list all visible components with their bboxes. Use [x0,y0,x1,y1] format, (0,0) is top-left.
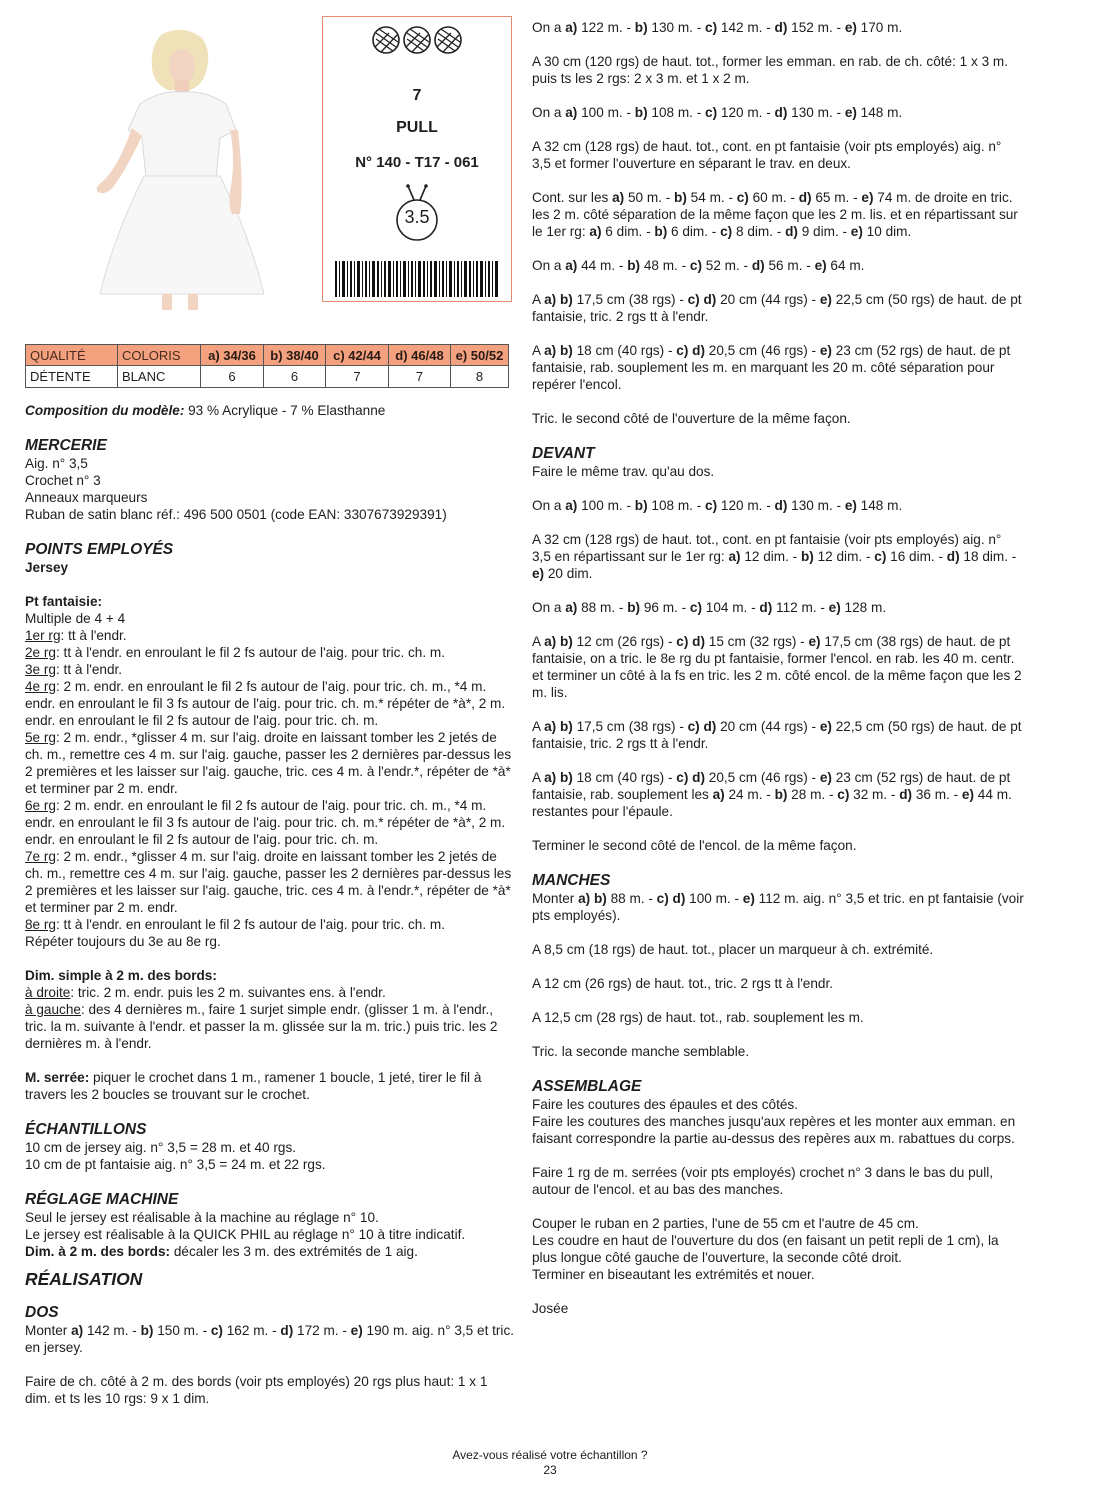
reglage-line: Seul le jersey est réalisable à la machine au réglage n° 10. [25,1210,379,1225]
dos-paragraph: A 32 cm (128 rgs) de haut. tot., cont. en pt fantaisie (voir pts employés) aig. n° 3,5 et former l'ouverture en séparant le trav. en deux. [532,139,1002,171]
footer-question: Avez-vous réalisé votre échantillon ? [452,1448,648,1462]
size-marker: a) b) [544,634,573,649]
pattern-number: 7 [412,87,422,104]
size-marker: c) d) [676,634,705,649]
size-marker: b) [634,498,648,513]
header-quality: QUALITÉ [26,345,118,366]
dim-title: Dim. simple à 2 m. des bords: [25,968,217,983]
assemblage-line: Faire les coutures des épaules et des côtés. [532,1097,798,1112]
realisation-title: RÉALISATION [25,1269,143,1289]
barcode [335,261,499,297]
size-marker: b) [634,20,648,35]
size-marker: d) [280,1323,294,1338]
dos-monter: Monter a) 142 m. - b) 150 m. - c) 162 m. - d) 172 m. - e) 190 m. aig. n° 3,5 et tric. en jersey. [25,1323,515,1355]
reglage-line: Le jersey est réalisable à la QUICK PHIL au réglage n° 10 à titre indicatif. [25,1227,466,1242]
mercerie-line: Crochet n° 3 [25,473,101,488]
cell-size-e: 8 [451,366,509,388]
echantillon-line: 10 cm de pt fantaisie aig. n° 3,5 = 24 m. et 22 rgs. [25,1157,326,1172]
cell-size-a: 6 [201,366,264,388]
mercerie-title: MERCERIE [25,437,107,454]
cell-color: BLANC [118,366,201,388]
size-marker: c) [210,1323,223,1338]
header-size-d: d) 46/48 [389,345,451,366]
size-marker: d) [751,258,765,273]
echantillon-line: 10 cm de jersey aig. n° 3,5 = 28 m. et 40 rgs. [25,1140,297,1155]
devant-paragraph: A a) b) 18 cm (40 rgs) - c) d) 20,5 cm (46 rgs) - e) 23 cm (52 rgs) de haut. de pt fantaisie, rab. souplement les a) 24 m. - b) 28 m. - c) 32 m. - d) 36 m. - e) 44 m. restantes pour l'épaule. [532,770,1012,819]
signature: Josée [532,1301,569,1316]
size-marker: d) [774,498,788,513]
yarn-ball-icon [371,25,463,55]
devant-paragraph: On a a) 88 m. - b) 96 m. - c) 104 m. - d) 112 m. - e) 128 m. [532,600,887,615]
size-marker: e) [844,20,857,35]
echantillons-title: ÉCHANTILLONS [25,1121,147,1138]
size-marker: a) [565,498,578,513]
size-marker: c) d) [687,292,717,307]
cell-size-d: 7 [389,366,451,388]
size-marker: d) [899,787,913,802]
devant-paragraph: On a a) 100 m. - b) 108 m. - c) 120 m. - d) 130 m. - e) 148 m. [532,498,903,513]
dos-paragraph: On a a) 122 m. - b) 130 m. - c) 142 m. - d) 152 m. - e) 170 m. [532,20,903,35]
jersey-label: Jersey [25,560,69,575]
mercerie-line: Anneaux marqueurs [25,490,148,505]
size-marker: e) [819,343,832,358]
assemblage-line: Couper le ruban en 2 parties, l'une de 55 cm et l'autre de 45 cm. [532,1216,919,1231]
size-marker: a) [71,1323,84,1338]
size-table-row [26,366,509,388]
devant-paragraph: A a) b) 12 cm (26 rgs) - c) d) 15 cm (32 rgs) - e) 17,5 cm (38 rgs) de haut. de pt fantaisie, on a tric. le 8e rg du pt fantaisie, former l'encol. en rab. les 40 m. centr. et terminer un côté à la fs en tric. les 2 m. côté encol. de la même façon que les 2 m. lis. [532,634,1022,700]
size-marker: c) d) [656,891,686,906]
size-marker: e) [844,498,857,513]
size-marker: a) [565,20,578,35]
size-marker: e) [850,224,863,239]
dos-paragraph: A a) b) 17,5 cm (38 rgs) - c) d) 20 cm (44 rgs) - e) 22,5 cm (50 rgs) de haut. de pt fantaisie, tric. 2 rgs tt à l'endr. [532,292,1022,324]
size-marker: a) [565,258,578,273]
size-marker: c) d) [687,719,717,734]
size-marker: a) [565,600,578,615]
size-marker: e) [961,787,975,802]
dim-left: à gauche: des 4 dernières m., faire 1 surjet simple endr. (glisser 1 m. à l'endr., tric. la m. suivante à l'endr. et passer la m. glissée sur la m. tric.) puis tric. les 2 dernières m. à l'endr. [25,1002,498,1051]
size-marker: e) [808,634,821,649]
page-footer [0,1448,1100,1478]
row-instruction: 7e rg: 2 m. endr., *glisser 4 m. sur l'aig. droite en laissant tomber les 2 jetés de ch. m., remettre ces 4 m. sur l'aig. gauche, passer les 2 dernières par-dessus les 2 premières et les laisser sur l'aig. gauche, tric. ces 4 m. à l'endr.*, répéter de *à* et terminer par 2 m. endr. [25,849,512,915]
size-table-header [26,345,509,366]
pattern-info-box [322,16,512,302]
size-marker: e) [814,258,827,273]
size-marker: e) [532,566,545,581]
size-marker: c) [736,190,749,205]
size-marker: d) [774,105,788,120]
assemblage-title: ASSEMBLAGE [532,1078,642,1095]
size-marker: a) [712,787,725,802]
size-marker: b) [627,258,641,273]
size-marker: e) [819,770,832,785]
header-color: COLORIS [118,345,201,366]
size-marker: a) [565,105,578,120]
manches-paragraph: A 12 cm (26 rgs) de haut. tot., tric. 2 rgs tt à l'endr. [532,976,834,991]
size-marker: b) [634,105,648,120]
devant-title: DEVANT [532,445,595,462]
size-marker: a) b) [578,891,607,906]
size-marker: c) [705,498,718,513]
pattern-reference: N° 140 - T17 - 061 [355,154,479,171]
assemblage-paragraph: Faire 1 rg de m. serrées (voir pts employés) crochet n° 3 dans le bas du pull, autour de l'encol. et au bas des manches. [532,1165,994,1197]
composition-label: Composition du modèle: [25,403,185,418]
composition-text: 93 % Acrylique - 7 % Elasthanne [184,403,386,418]
row-instruction: 5e rg: 2 m. endr., *glisser 4 m. sur l'aig. droite en laissant tomber les 2 jetés de ch. m., remettre ces 4 m. sur l'aig. gauche, passer les 2 dernières par-dessus les 2 premières et les laisser sur l'aig. gauche, tric. ces 4 m. à l'endr.*, répéter de *à* et terminer par 2 m. endr. [25,730,512,796]
size-marker: a) [589,224,602,239]
dos-paragraph: On a a) 100 m. - b) 108 m. - c) 120 m. - d) 130 m. - e) 148 m. [532,105,903,120]
assemblage-line: Terminer en biseautant les extrémités et nouer. [532,1267,815,1282]
size-marker: c) [689,600,702,615]
dos-title: DOS [25,1304,59,1321]
size-marker: d) [774,20,788,35]
model-photo [22,16,318,312]
repeat-instruction: Répéter toujours du 3e au 8e rg. [25,934,221,949]
size-table [25,344,509,388]
devant-paragraph: Terminer le second côté de l'encol. de la même façon. [532,838,857,853]
size-marker: e) [844,105,857,120]
manches-paragraph: A 8,5 cm (18 rgs) de haut. tot., placer un marqueur à ch. extrémité. [532,942,934,957]
size-marker: d) [785,224,798,239]
size-marker: a) [728,549,741,564]
page-number: 23 [543,1463,557,1477]
size-marker: a) [612,190,625,205]
dos-paragraph: A 30 cm (120 rgs) de haut. tot., former les emman. en rab. de ch. côté: 1 x 3 m. puis ts les 2 rgs: 2 x 3 m. et 1 x 2 m. [532,54,1008,86]
dos-paragraph: A a) b) 18 cm (40 rgs) - c) d) 20,5 cm (46 rgs) - e) 23 cm (52 rgs) de haut. de pt fantaisie, rab. souplement les m. en marquant les 20 m. côté séparation pour repérer l'encol. [532,343,1011,392]
row-instruction: 3e rg: tt à l'endr. [25,662,123,677]
assemblage-line: Faire les coutures des manches jusqu'aux repères et les monter aux emman. en faisant correspondre la partie au-dessus des repères aux m. rabattues du corps. [532,1114,1016,1146]
size-marker: c) d) [676,770,705,785]
cell-size-b: 6 [264,366,326,388]
points-title: POINTS EMPLOYÉS [25,541,174,558]
row-instruction: 8e rg: tt à l'endr. en enroulant le fil 2 fs autour de l'aig. pour tric. ch. m. [25,917,446,932]
manches-paragraph: Tric. la seconde manche semblable. [532,1044,750,1059]
size-marker: c) [689,258,702,273]
mercerie-line: Ruban de satin blanc réf.: 496 500 0501 (code EAN: 3307673929391) [25,507,447,522]
dos-faire: Faire de ch. côté à 2 m. des bords (voir pts employés) 20 rgs plus haut: 1 x 1 dim. et ts les 10 rgs: 9 x 1 dim. [25,1374,488,1406]
size-marker: b) [140,1323,154,1338]
cell-quality: DÉTENTE [26,366,118,388]
size-marker: c) [874,549,887,564]
size-marker: d) [798,190,812,205]
header-size-c: c) 42/44 [326,345,389,366]
manches-paragraph: Monter a) b) 88 m. - c) d) 100 m. - e) 112 m. aig. n° 3,5 et tric. en pt fantaisie (voir pts employés). [532,891,1024,923]
row-instruction: 4e rg: 2 m. endr. en enroulant le fil 2 fs autour de l'aig. pour tric. ch. m., *4 m. endr. en enroulant le fil 3 fs autour de l'aig. pour tric. ch. m.* répéter de *à*, 2 m. endr. en enroulant le fil 2 fs autour de l'aig. pour tric. ch. m. [25,679,506,728]
maille-serree: M. serrée: piquer le crochet dans 1 m., ramener 1 boucle, 1 jeté, tirer le fil à travers les 2 boucles se trouvant sur le crochet. [25,1070,482,1102]
row-instruction: 2e rg: tt à l'endr. en enroulant le fil 2 fs autour de l'aig. pour tric. ch. m. [25,645,446,660]
size-marker: a) b) [544,292,573,307]
header-size-b: b) 38/40 [264,345,326,366]
manches-title: MANCHES [532,872,611,889]
pt-fantaisie-label: Pt fantaisie: [25,594,103,609]
size-marker: a) b) [544,343,573,358]
manches-paragraph: A 12,5 cm (28 rgs) de haut. tot., rab. souplement les m. [532,1010,864,1025]
devant-paragraph: A a) b) 17,5 cm (38 rgs) - c) d) 20 cm (44 rgs) - e) 22,5 cm (50 rgs) de haut. de pt fantaisie, tric. 2 rgs tt à l'endr. [532,719,1022,751]
size-marker: c) [705,20,718,35]
size-marker: e) [350,1323,363,1338]
multiple: Multiple de 4 + 4 [25,611,126,626]
row-instruction: 6e rg: 2 m. endr. en enroulant le fil 2 fs autour de l'aig. pour tric. ch. m., *4 m. endr. en enroulant le fil 3 fs autour de l'aig. pour tric. ch. m.* répéter de *à*, 2 m. endr. en enroulant le fil 2 fs autour de l'aig. pour tric. ch. m. [25,798,506,847]
cell-size-c: 7 [326,366,389,388]
size-marker: c) [837,787,850,802]
row-instruction: 1er rg: tt à l'endr. [25,628,127,643]
dim-right: à droite: tric. 2 m. endr. puis les 2 m. suivantes ens. à l'endr. [25,985,386,1000]
header-size-a: a) 34/36 [201,345,264,366]
devant-paragraph: A 32 cm (128 rgs) de haut. tot., cont. en pt fantaisie (voir pts employés) aig. n° 3,5 en répartissant sur le 1er rg: a) 12 dim. - b) 12 dim. - c) 16 dim. - d) 18 dim. - e) 20 dim. [532,532,1017,581]
size-marker: d) [759,600,773,615]
devant-paragraph: Faire le même trav. qu'au dos. [532,464,715,479]
size-marker: a) b) [544,770,573,785]
size-marker: c) [705,105,718,120]
assemblage-line: Les coudre en haut de l'ouverture du dos (en faisant un petit repli de 1 cm), la plus longue côté gauche de l'ouverture, la seconde côté droit. [532,1233,999,1265]
size-marker: d) [946,549,960,564]
size-marker: b) [627,600,641,615]
dos-paragraph: Tric. le second côté de l'ouverture de la même façon. [532,411,851,426]
needle-size-label: 3.5 [404,207,430,227]
size-marker: e) [861,190,874,205]
size-marker: b) [674,190,687,205]
size-marker: b) [800,549,814,564]
dos-paragraph: On a a) 44 m. - b) 48 m. - c) 52 m. - d) 56 m. - e) 64 m. [532,258,865,273]
dos-paragraph: Cont. sur les a) 50 m. - b) 54 m. - c) 60 m. - d) 65 m. - e) 74 m. de droite en tric. les 2 m. côté séparation de la même façon que les 2 m. lis. et en répartissant sur le 1er rg: a) 6 dim. - b) 6 dim. - c) 8 dim. - d) 9 dim. - e) 10 dim. [532,190,1018,239]
pattern-type: PULL [396,119,438,136]
reglage-dim: Dim. à 2 m. des bords: décaler les 3 m. des extrémités de 1 aig. [25,1244,418,1259]
size-marker: b) [774,787,788,802]
composition [25,402,515,419]
right-column [532,19,1024,1334]
size-marker: c) [720,224,733,239]
size-marker: c) d) [676,343,705,358]
size-marker: e) [742,891,755,906]
mercerie-line: Aig. n° 3,5 [25,456,88,471]
left-column [25,402,515,1424]
size-marker: a) b) [544,719,573,734]
size-marker: e) [819,719,832,734]
reglage-title: RÉGLAGE MACHINE [25,1191,179,1208]
size-marker: e) [828,600,841,615]
header-size-e: e) 50/52 [451,345,509,366]
size-marker: b) [654,224,668,239]
size-marker: e) [819,292,832,307]
